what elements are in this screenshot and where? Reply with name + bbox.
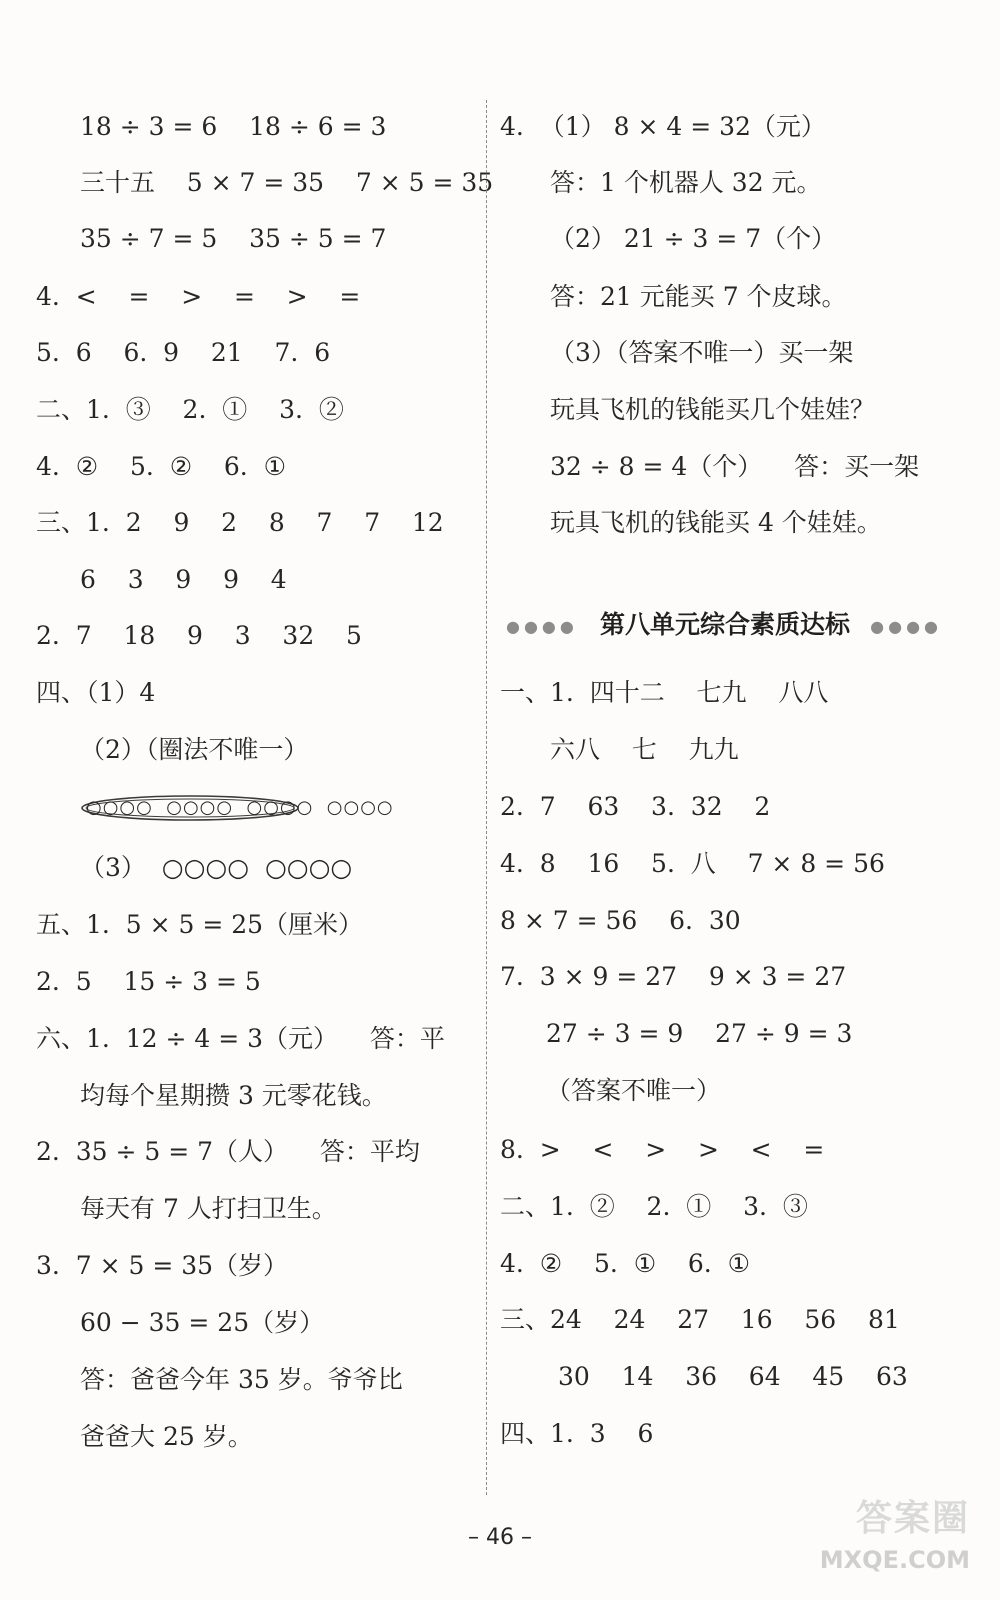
answer-line: 6 3 9 9 4 — [80, 565, 287, 594]
answer-line: 玩具飞机的钱能买几个娃娃？ — [550, 395, 876, 424]
watermark — [810, 1490, 970, 1590]
circle-groups: ○○○○ ○○○○ ○○○○ ○○○○ — [86, 797, 394, 818]
answer-line: 爸爸大 25 岁。 — [80, 1422, 253, 1451]
answer-line: 18 ÷ 3 = 6 18 ÷ 6 = 3 — [80, 112, 387, 141]
answer-line: （2）（圈法不唯一） — [80, 735, 309, 764]
answer-line: 4. 8 16 5. 八 7 × 8 = 56 — [500, 849, 885, 878]
answer-line: （答案不唯一） — [546, 1076, 722, 1105]
answer-line: 答：21 元能买 7 个皮球。 — [550, 282, 847, 311]
answer-line: 五、1. 5 × 5 = 25（厘米） — [36, 910, 364, 939]
watermark-logo: 答案圈 — [855, 1498, 970, 1539]
answer-line: 三十五 5 × 7 = 35 7 × 5 = 35 — [80, 168, 494, 197]
answer-line: 4. ② 5. ② 6. ① — [36, 452, 287, 481]
heading-dots-right: ●●●● — [870, 617, 942, 636]
section-heading — [506, 608, 942, 642]
answer-line: 六八 七 九九 — [550, 735, 739, 764]
answer-line: 30 14 36 64 45 63 — [558, 1362, 908, 1391]
answer-line: 2. 7 18 9 3 32 5 — [36, 621, 362, 650]
watermark-url: MXQE.COM — [819, 1546, 970, 1574]
answer-line: 32 ÷ 8 = 4（个） 答：买一架 — [550, 452, 920, 481]
answer-line: 二、1. ② 2. ① 3. ③ — [500, 1192, 808, 1221]
answer-line: 8. > < > > < = — [500, 1135, 825, 1164]
answer-line: 答：1 个机器人 32 元。 — [550, 168, 822, 197]
answer-line: 一、1. 四十二 七九 八八 — [500, 678, 829, 707]
answer-line: 60 − 35 = 25（岁） — [80, 1308, 325, 1337]
answer-line: 均每个星期攒 3 元零花钱。 — [80, 1081, 387, 1110]
answer-line: 35 ÷ 7 = 5 35 ÷ 5 = 7 — [80, 224, 387, 253]
answer-line: 四、（1）4 — [36, 678, 156, 707]
answer-line: 4. （1） 8 × 4 = 32（元） — [500, 112, 826, 141]
answer-line: 四、1. 3 6 — [500, 1419, 654, 1448]
answer-line: 三、1. 2 9 2 8 7 7 12 — [36, 508, 444, 537]
answer-line: （2） 21 ÷ 3 = 7（个） — [550, 224, 837, 253]
heading-dots-left: ●●●● — [506, 617, 578, 636]
column-divider — [486, 100, 487, 1495]
answer-line: 2. 5 15 ÷ 3 = 5 — [36, 967, 261, 996]
answer-line: 5. 6 6. 9 21 7. 6 — [36, 338, 331, 367]
answer-line: 2. 35 ÷ 5 = 7（人） 答：平均 — [36, 1137, 420, 1166]
answer-line: 8 × 7 = 56 6. 30 — [500, 906, 741, 935]
section-heading-title: 第八单元综合素质达标 — [599, 610, 850, 639]
circled-groups-figure — [80, 793, 400, 823]
answer-line: 三、24 24 27 16 56 81 — [500, 1305, 900, 1334]
answer-line: 3. 7 × 5 = 35（岁） — [36, 1251, 289, 1280]
answer-line: 六、1. 12 ÷ 4 = 3（元） 答：平 — [36, 1024, 445, 1053]
answer-line: 玩具飞机的钱能买 4 个娃娃。 — [550, 508, 882, 537]
answer-line: 27 ÷ 3 = 9 27 ÷ 9 = 3 — [546, 1019, 853, 1048]
page-number: – 46 – — [468, 1525, 532, 1550]
answer-line: 4. ② 5. ① 6. ① — [500, 1249, 751, 1278]
answer-line: （3）（答案不唯一）买一架 — [550, 338, 854, 367]
answer-line: 7. 3 × 9 = 27 9 × 3 = 27 — [500, 962, 847, 991]
answer-line: 二、1. ③ 2. ① 3. ② — [36, 395, 344, 424]
answer-line: 答：爸爸今年 35 岁。爷爷比 — [80, 1365, 403, 1394]
answer-line: 2. 7 63 3. 32 2 — [500, 792, 771, 821]
answer-line: 每天有 7 人打扫卫生。 — [80, 1194, 337, 1223]
answer-line: 4. < = > = > = — [36, 282, 361, 311]
answer-line: （3） ○○○○ ○○○○ — [80, 853, 353, 882]
